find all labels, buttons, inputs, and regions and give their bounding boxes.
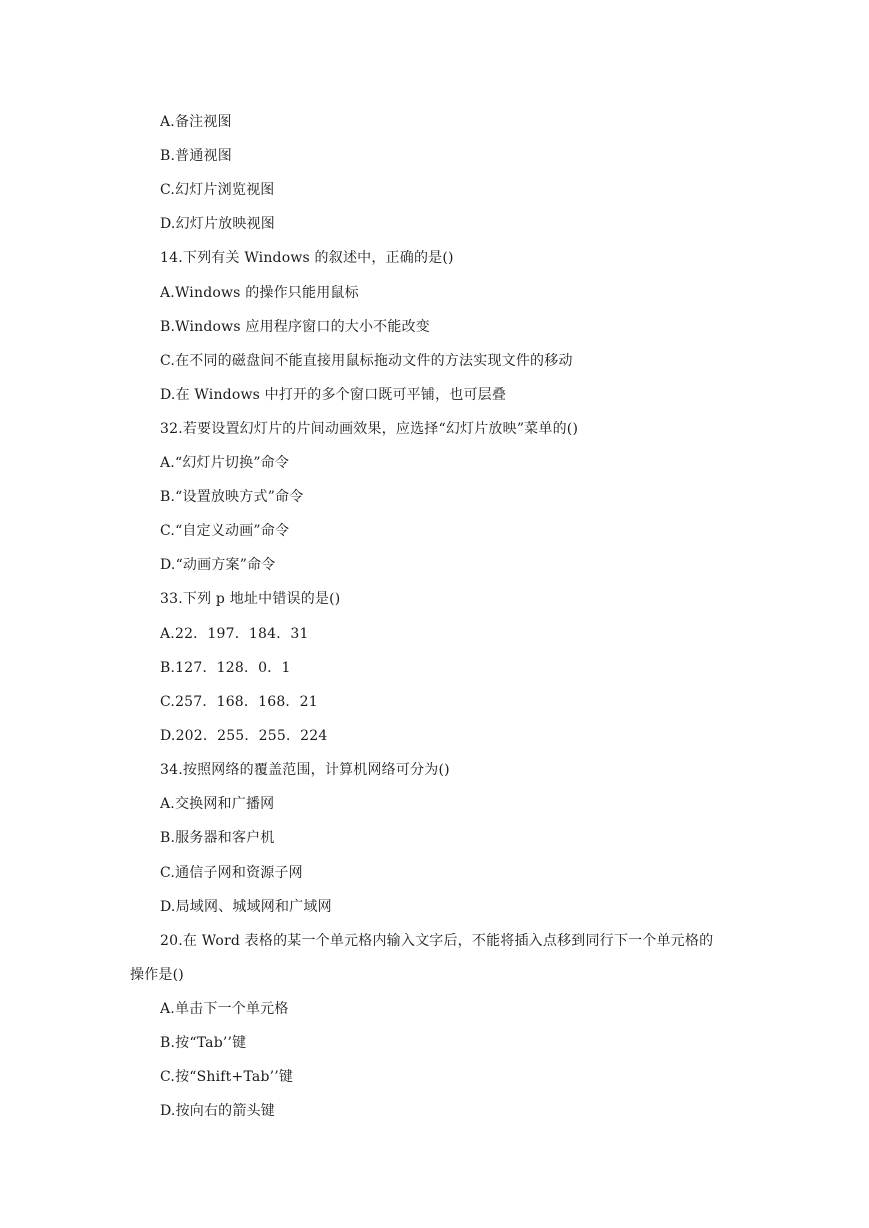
- question-33: 33.下列 p 地址中错误的是(): [160, 591, 341, 607]
- question-20-continuation: 操作是(): [130, 967, 184, 983]
- question-32: 32.若要设置幻灯片的片间动画效果，应选择“幻灯片放映”菜单的(): [160, 421, 579, 437]
- question-32-option-b: B.“设置放映方式”命令: [160, 489, 304, 505]
- option-c-slide-sorter-view: C.幻灯片浏览视图: [160, 182, 275, 198]
- question-20: 20.在 Word 表格的某一个单元格内输入文字后，不能将插入点移到同行下一个单元格的: [160, 933, 714, 949]
- question-14-option-c: C.在不同的磁盘间不能直接用鼠标拖动文件的方法实现文件的移动: [160, 353, 573, 369]
- question-33-option-c: C.257．168．168．21: [160, 694, 318, 710]
- option-a-notes-view: A.备注视图: [160, 114, 232, 130]
- option-d-slideshow-view: D.幻灯片放映视图: [160, 216, 275, 232]
- question-20-option-a: A.单击下一个单元格: [160, 1001, 289, 1017]
- question-20-option-d: D.按向右的箭头键: [160, 1103, 275, 1119]
- question-34-option-a: A.交换网和广播网: [160, 796, 275, 812]
- question-34-option-b: B.服务器和客户机: [160, 830, 275, 846]
- question-33-option-b: B.127．128．0．1: [160, 660, 291, 676]
- question-14-option-b: B.Windows 应用程序窗口的大小不能改变: [160, 319, 430, 335]
- question-20-option-b: B.按“Tab’’键: [160, 1035, 247, 1051]
- question-33-option-a: A.22．197．184．31: [160, 626, 309, 642]
- question-34-option-c: C.通信子网和资源子网: [160, 865, 303, 881]
- option-b-normal-view: B.普通视图: [160, 148, 232, 164]
- question-32-option-a: A.“幻灯片切换”命令: [160, 455, 290, 471]
- question-14-option-d: D.在 Windows 中打开的多个窗口既可平铺，也可层叠: [160, 387, 507, 403]
- question-32-option-c: C.“自定义动画”命令: [160, 523, 290, 539]
- question-14: 14.下列有关 Windows 的叙述中，正确的是(): [160, 250, 454, 266]
- question-20-option-c: C.按“Shift+Tab’’键: [160, 1069, 294, 1085]
- question-14-option-a: A.Windows 的操作只能用鼠标: [160, 285, 359, 301]
- question-33-option-d: D.202．255．255．224: [160, 728, 328, 744]
- question-32-option-d: D.“动画方案”命令: [160, 557, 276, 573]
- question-34: 34.按照网络的覆盖范围，计算机网络可分为(): [160, 762, 450, 778]
- question-34-option-d: D.局域网、城域网和广域网: [160, 899, 332, 915]
